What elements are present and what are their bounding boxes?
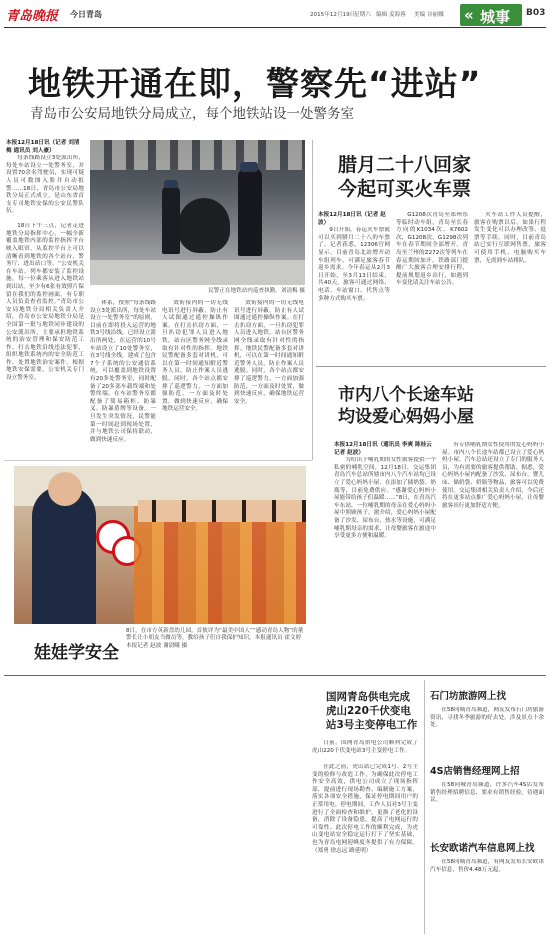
masthead xyxy=(0,0,550,28)
paper-logo: 青岛晚报 xyxy=(6,9,59,24)
brief-body: 在58同城青岛频道，有网友发布长安欧诺汽车信息，售价4.48万元起。 xyxy=(430,859,544,873)
lead-paragraph: 18日下午三点，记者走进地铁分局指挥中心，一幅全新覆盖地铁内部的监控指挥平台映入眼帘。从监控平台上可以清晰看到地铁的各个站台、警务厅、进出站口等。“公安机关在车站，列车都安装了监控设施，每一位乘客从进入地铁站到出站，至少有6张有效照片保留在我们的监控画面，有专职人员负责查看监控。”青岛市公安局地铁分局相关负责人介绍，青岛市公安局地铁分局是全国第一批与地铁同步建设的公安派出所，主要承担地铁系统的治安管理和保安防范工作，打击地铁沿线违法犯罪，组织地铁系统内的安全防范工作，处置地铁治安案件。根据地铁安保需要，公安机关专门设立警务室。 xyxy=(6,223,84,382)
lead-paragraph: 效衔接内的一切无线电讯号进行屏蔽，防止有人试图通过遥控操纵作案。在打击扒窃方面，一旦扒窃犯罪人员进入地铁，站台区警务网全线录取有针对性的指挥。地铁民警配备多套对讲机，可以在第一时间通知附近警务人员，防止作案人员逃脱。同时，各个站点都安排了巡逻警力，一方面加强防范，一方面及时处置，做到快速反应，确保地铁运营安全。 xyxy=(162,300,228,413)
bus-headline-1: 市内八个长途车站 xyxy=(338,385,474,405)
brief-title: 石门坊旅游网上找 xyxy=(430,691,507,702)
lead-headline: 地铁开通在即，警察先“进站” xyxy=(28,64,482,103)
power-headline: 国网青岛供电完成虎山220千伏变电站3号主变停电工作 xyxy=(326,691,418,731)
masthead-editor: 编辑 姜海蓉 xyxy=(376,12,406,18)
brief-item xyxy=(430,765,544,805)
section-tag xyxy=(460,4,522,26)
lead-paragraph: 体系，按照“每条线路设立3处派出所，每处车站设立一处警务室”的原则，目前在即将投入运营的地铁3号线沿线，已经设立派出所两处，在运营的10号车站设立了10处警务室，在3号线全线，建成了包含7个子系统的公安通信系统，可以覆盖到地铁设置有20多处警务室，同时配备了20多部车载终端和处警终端。在车站警务室都配备了简易箱柜、防暴叉、防暴盾牌等设备。一旦发生突发情况，民警能第一时间赶到现场处置，并与地铁公司保持联动，做到快速反应。 xyxy=(90,300,156,443)
brief-item xyxy=(430,690,544,730)
brief-body: 在58同城青岛频道，网友发布石门坊旅游资讯，寻找冬季旅游的好去处，涉及景点十余处。 xyxy=(430,707,544,729)
masthead-designer: 美编 谷丽娜 xyxy=(414,12,444,18)
masthead-weekday: 星期六 xyxy=(354,12,371,18)
bus-byline: 本报12月18日讯（通讯员 李爽 陈桂云 记者 赵波） xyxy=(334,442,432,456)
train-byline: 本报12月18日讯（记者 赵波） xyxy=(318,212,386,226)
brief-item xyxy=(430,842,544,874)
photo-police-caption: 民警正在地铁站内巡查执勤。刘清梅 摄 xyxy=(208,288,305,294)
bus-headline-2: 均设爱心妈妈小屋 xyxy=(338,407,474,427)
train-headline-1: 腊月二十八回家 xyxy=(338,154,472,176)
bus-paragraph: 为给出于哺乳期的女性旅客提供一个私密的哺乳空间，12月18日，交运集团青岛汽车总站所辖市内八个汽车站均已设立了爱心妈妈小屋，在添加了储奶袋、奶瓶等，目前免费供应。“感谢爱心妈妈小屋能带给孩子们温暖……”8日，在青岛汽车东站，一位哺乳期的母亲在爱心妈妈小屋中照顾孩子。据介绍，爱心妈妈小屋配备了沙发、尿布台、热水等设施，可满足哺乳期母亲的需求，让母婴旅客在旅途中享受更多方便和温暖。 xyxy=(334,457,436,540)
kids-photo-caption: 8日，在市方英新盘幼儿园，首彼评为“最美中国人”“感动青岛人物”的董警长让小朋友当做员等，教给孩子们自我保护知识。本报通讯员 霍文婷 本报记者 赵波 谢尉曦 摄 xyxy=(126,628,304,649)
lead-byline: 本报12月18日讯（记者 刘清梅 通讯员 刘人豪） xyxy=(6,140,80,154)
power-paragraph: 在此之前，虎山站已完成1号、2号主变的检修与改造工作，为确保此次停电工作安全高效，供电公司成立了现场指挥部，提前进行现场勘查、编制施工方案，落实各项安全措施，保证停电期间用户的正常用电。停电期间，工作人员对3号主变进行了全面检查和维护，更换了老化的设备，消除了设备隐患，提高了电网运行的可靠性。此次停电工作的顺利完成，为虎山变电站安全稳定运行打下了坚实基础，也为青岛电网迎峰度冬提供了有力保障。（郑勇 徐志远 路延明） xyxy=(312,764,418,854)
photo-police-subway xyxy=(90,140,305,285)
lead-column-1 xyxy=(6,140,84,445)
lead-paragraph: 每条线路设立3处派出所，每处车站设立一处警务室，并设置70余名驾驶员，实现可疑人员可数图入脸并自动报警……18日，青岛市公安局地铁分局正式成立，是山东省首支专司地铁安保的公安民警队伍。 xyxy=(6,155,84,215)
bus-paragraph: 有专供哺乳期女性使用的爱心妈妈小屋。市内八个长途车站都已设立了爱心妈妈小屋，汽车总站还设立了专门的服务人员，为有需要的旅客提供帮助。据悉，爱心妈妈小屋内配备了沙发、尿布台、婴儿床、储奶袋、奶瓶等物品，旅客可以免费使用。交运集团相关负责人介绍，今后还将在更多站点推广爱心妈妈小屋，让母婴旅客出行更加舒适方便。 xyxy=(442,442,544,509)
chevron-icon: « xyxy=(464,6,474,24)
power-lead: 日前，国网青岛供电公司顺利完成了虎山220千伏变电站3号主变停电工作。 xyxy=(312,740,418,754)
lead-subhead: 青岛市公安局地铁分局成立，每个地铁站设一处警务室 xyxy=(30,106,354,122)
brief-title: 4S店销售经理网上招 xyxy=(430,766,520,777)
train-column-1 xyxy=(318,212,390,372)
brief-body: 在58同城青岛频道，许多汽车4S店发布销售经理招聘信息，要求有销售经验，待遇面议。 xyxy=(430,782,544,804)
kids-photo-title: 娃娃学安全 xyxy=(34,643,119,663)
section-tag-label: 城事 xyxy=(480,8,511,26)
bus-column-1 xyxy=(334,442,436,662)
train-paragraph: G1208次青岛至郑州东等临时动车组，青岛至长春方向的K1034次、K7602次，G1208次，G1298次列车在春节期间全部增开。青岛至兰州的Z272次等列车在春运期间加开。铁路部门提醒广大旅客合理安排行程，提前规划返乡出行，如遇列车变化请关注车站公告。 xyxy=(396,212,468,287)
photo-kids-safety xyxy=(14,466,306,624)
brief-title: 长安欧诺汽车信息网上找 xyxy=(430,843,535,854)
page-number: B03 xyxy=(526,8,546,18)
train-paragraph: 火车站工作人员提醒，旅客在购票以后，如果行程发生变化可以办理改签、退票等手续。同时，目前青岛站已实行互联网售票，旅客可使用手机、电脑购买车票，无需到车站排队。 xyxy=(474,212,546,264)
lead-paragraph: 效衔接内的一切无线电讯号进行屏蔽，防止有人试图通过遥控操纵作案。在打击扒窃方面，一旦扒窃犯罪人员进入地铁，站台区警务网全线录取有针对性的指挥。地铁民警配备多套对讲机，可以在第一时间通知附近警务人员，防止作案人员逃脱。同时，各个站点都安排了巡逻警力，一方面加强防范，一方面及时处置，做到快速反应，确保地铁运营安全。 xyxy=(234,300,304,405)
train-headline-2: 今起可买火车票 xyxy=(338,178,472,200)
train-paragraph: 9日开始，春运火车票就可以买到腊月二十八的车票了。记者获悉，12306官网显示，目前青岛北站增开动车组列车，可满足旅客春节返乡需求。今年春运从2月3日开始，至3月13日结束，共40天。旅客可通过网络、电话、车站窗口、代售点等多种方式购买车票。 xyxy=(318,227,390,302)
section-name: 今日青岛 xyxy=(70,10,102,19)
masthead-date: 2015年12月19日 xyxy=(310,12,356,18)
